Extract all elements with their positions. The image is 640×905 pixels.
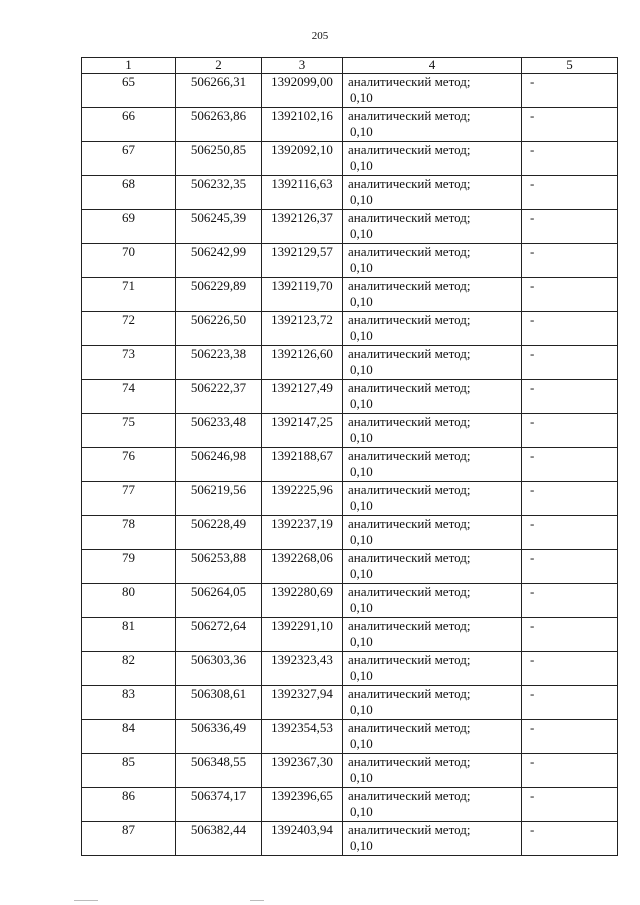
method-text: аналитический метод; [348, 142, 471, 157]
coordinate-x-cell: 506266,31 [176, 74, 262, 108]
accuracy-text: 0,10 [350, 226, 373, 241]
coordinate-y-cell: 1392116,63 [262, 176, 343, 210]
point-number-cell: 67 [82, 142, 176, 176]
method-cell [343, 720, 522, 754]
accuracy-text: 0,10 [350, 838, 373, 853]
accuracy-text: 0,10 [350, 124, 373, 139]
note-cell: - [522, 652, 618, 686]
method-cell [343, 414, 522, 448]
note-cell: - [522, 278, 618, 312]
point-number-cell: 81 [82, 618, 176, 652]
coordinate-x-cell: 506229,89 [176, 278, 262, 312]
point-number-cell: 71 [82, 278, 176, 312]
table-row [82, 584, 618, 618]
note-cell: - [522, 584, 618, 618]
method-text: аналитический метод; [348, 482, 471, 497]
table-row [82, 618, 618, 652]
coordinate-x-cell: 506223,38 [176, 346, 262, 380]
method-text: аналитический метод; [348, 244, 471, 259]
point-number-cell: 69 [82, 210, 176, 244]
method-cell [343, 176, 522, 210]
accuracy-text: 0,10 [350, 770, 373, 785]
method-cell [343, 380, 522, 414]
coordinate-x-cell: 506303,36 [176, 652, 262, 686]
method-cell [343, 822, 522, 856]
accuracy-text: 0,10 [350, 430, 373, 445]
coordinate-x-cell: 506222,37 [176, 380, 262, 414]
accuracy-text: 0,10 [350, 702, 373, 717]
accuracy-text: 0,10 [350, 464, 373, 479]
method-text: аналитический метод; [348, 414, 471, 429]
point-number-cell: 75 [82, 414, 176, 448]
method-text: аналитический метод; [348, 346, 471, 361]
method-text: аналитический метод; [348, 176, 471, 191]
method-text: аналитический метод; [348, 584, 471, 599]
table-row [82, 278, 618, 312]
method-text: аналитический метод; [348, 108, 471, 123]
method-cell [343, 142, 522, 176]
note-cell: - [522, 788, 618, 822]
accuracy-text: 0,10 [350, 294, 373, 309]
point-number-cell: 82 [82, 652, 176, 686]
method-cell [343, 482, 522, 516]
accuracy-text: 0,10 [350, 668, 373, 683]
column-header-5: 5 [522, 58, 618, 74]
note-cell: - [522, 720, 618, 754]
accuracy-text: 0,10 [350, 736, 373, 751]
note-cell: - [522, 414, 618, 448]
note-cell: - [522, 210, 618, 244]
accuracy-text: 0,10 [350, 90, 373, 105]
method-cell [343, 788, 522, 822]
method-cell [343, 278, 522, 312]
note-cell: - [522, 176, 618, 210]
coordinate-x-cell: 506272,64 [176, 618, 262, 652]
note-cell: - [522, 550, 618, 584]
table-row [82, 550, 618, 584]
table-row [82, 516, 618, 550]
method-text: аналитический метод; [348, 686, 471, 701]
coordinate-y-cell: 1392147,25 [262, 414, 343, 448]
method-cell [343, 74, 522, 108]
footer-scan-marks [0, 896, 640, 905]
method-cell [343, 618, 522, 652]
table-row [82, 482, 618, 516]
coordinate-x-cell: 506226,50 [176, 312, 262, 346]
coordinate-y-cell: 1392099,00 [262, 74, 343, 108]
note-cell: - [522, 822, 618, 856]
column-header-1: 1 [82, 58, 176, 74]
accuracy-text: 0,10 [350, 600, 373, 615]
accuracy-text: 0,10 [350, 328, 373, 343]
method-cell [343, 686, 522, 720]
method-text: аналитический метод; [348, 278, 471, 293]
point-number-cell: 84 [82, 720, 176, 754]
accuracy-text: 0,10 [350, 634, 373, 649]
method-text: аналитический метод; [348, 380, 471, 395]
coordinate-y-cell: 1392323,43 [262, 652, 343, 686]
coordinate-x-cell: 506348,55 [176, 754, 262, 788]
method-cell [343, 312, 522, 346]
method-text: аналитический метод; [348, 74, 471, 89]
header-row [82, 58, 618, 74]
coordinate-y-cell: 1392280,69 [262, 584, 343, 618]
method-cell [343, 652, 522, 686]
table-row [82, 652, 618, 686]
coordinate-x-cell: 506250,85 [176, 142, 262, 176]
method-cell [343, 550, 522, 584]
note-cell: - [522, 346, 618, 380]
note-cell: - [522, 142, 618, 176]
table-row [82, 210, 618, 244]
column-header-4: 4 [343, 58, 522, 74]
coordinate-x-cell: 506228,49 [176, 516, 262, 550]
point-number-cell: 68 [82, 176, 176, 210]
method-cell [343, 448, 522, 482]
coordinate-y-cell: 1392126,37 [262, 210, 343, 244]
point-number-cell: 77 [82, 482, 176, 516]
point-number-cell: 70 [82, 244, 176, 278]
point-number-cell: 80 [82, 584, 176, 618]
coordinate-x-cell: 506374,17 [176, 788, 262, 822]
coordinate-x-cell: 506219,56 [176, 482, 262, 516]
accuracy-text: 0,10 [350, 396, 373, 411]
point-number-cell: 73 [82, 346, 176, 380]
coordinate-x-cell: 506308,61 [176, 686, 262, 720]
table-row [82, 176, 618, 210]
accuracy-text: 0,10 [350, 566, 373, 581]
method-text: аналитический метод; [348, 720, 471, 735]
coordinate-y-cell: 1392225,96 [262, 482, 343, 516]
note-cell: - [522, 108, 618, 142]
method-text: аналитический метод; [348, 618, 471, 633]
accuracy-text: 0,10 [350, 498, 373, 513]
coordinate-x-cell: 506336,49 [176, 720, 262, 754]
method-cell [343, 244, 522, 278]
method-text: аналитический метод; [348, 516, 471, 531]
table-body [82, 74, 618, 856]
coordinate-y-cell: 1392291,10 [262, 618, 343, 652]
point-number-cell: 85 [82, 754, 176, 788]
table-header [82, 58, 618, 74]
note-cell: - [522, 482, 618, 516]
note-cell: - [522, 754, 618, 788]
coordinate-y-cell: 1392403,94 [262, 822, 343, 856]
point-number-cell: 78 [82, 516, 176, 550]
point-number-cell: 87 [82, 822, 176, 856]
coordinate-x-cell: 506232,35 [176, 176, 262, 210]
coordinate-y-cell: 1392102,16 [262, 108, 343, 142]
method-text: аналитический метод; [348, 312, 471, 327]
method-text: аналитический метод; [348, 550, 471, 565]
point-number-cell: 74 [82, 380, 176, 414]
note-cell: - [522, 380, 618, 414]
coordinate-x-cell: 506264,05 [176, 584, 262, 618]
column-header-3: 3 [262, 58, 343, 74]
coordinate-y-cell: 1392092,10 [262, 142, 343, 176]
table-row [82, 822, 618, 856]
point-number-cell: 66 [82, 108, 176, 142]
coordinates-table [81, 57, 618, 856]
accuracy-text: 0,10 [350, 192, 373, 207]
point-number-cell: 76 [82, 448, 176, 482]
note-cell: - [522, 618, 618, 652]
table-row [82, 754, 618, 788]
point-number-cell: 65 [82, 74, 176, 108]
coordinate-y-cell: 1392119,70 [262, 278, 343, 312]
accuracy-text: 0,10 [350, 804, 373, 819]
coordinate-x-cell: 506263,86 [176, 108, 262, 142]
table-row [82, 720, 618, 754]
coordinate-y-cell: 1392396,65 [262, 788, 343, 822]
accuracy-text: 0,10 [350, 158, 373, 173]
point-number-cell: 72 [82, 312, 176, 346]
table-row [82, 448, 618, 482]
table-row [82, 788, 618, 822]
accuracy-text: 0,10 [350, 362, 373, 377]
method-text: аналитический метод; [348, 822, 471, 837]
coordinate-y-cell: 1392126,60 [262, 346, 343, 380]
method-cell [343, 346, 522, 380]
coordinate-x-cell: 506382,44 [176, 822, 262, 856]
method-cell [343, 210, 522, 244]
method-text: аналитический метод; [348, 754, 471, 769]
coordinate-x-cell: 506233,48 [176, 414, 262, 448]
coordinate-y-cell: 1392354,53 [262, 720, 343, 754]
coordinate-x-cell: 506253,88 [176, 550, 262, 584]
coordinate-y-cell: 1392123,72 [262, 312, 343, 346]
note-cell: - [522, 312, 618, 346]
method-text: аналитический метод; [348, 210, 471, 225]
method-cell [343, 754, 522, 788]
coordinate-x-cell: 506245,39 [176, 210, 262, 244]
accuracy-text: 0,10 [350, 532, 373, 547]
accuracy-text: 0,10 [350, 260, 373, 275]
point-number-cell: 79 [82, 550, 176, 584]
method-cell [343, 108, 522, 142]
method-cell [343, 584, 522, 618]
coordinate-y-cell: 1392367,30 [262, 754, 343, 788]
note-cell: - [522, 516, 618, 550]
note-cell: - [522, 686, 618, 720]
coordinate-y-cell: 1392268,06 [262, 550, 343, 584]
table-row [82, 244, 618, 278]
coordinate-y-cell: 1392129,57 [262, 244, 343, 278]
point-number-cell: 83 [82, 686, 176, 720]
table-row [82, 74, 618, 108]
table-row [82, 312, 618, 346]
table-row [82, 346, 618, 380]
coordinate-y-cell: 1392127,49 [262, 380, 343, 414]
coordinate-y-cell: 1392327,94 [262, 686, 343, 720]
column-header-2: 2 [176, 58, 262, 74]
coordinate-x-cell: 506242,99 [176, 244, 262, 278]
table-row [82, 142, 618, 176]
page-number: 205 [311, 30, 329, 42]
point-number-cell: 86 [82, 788, 176, 822]
method-text: аналитический метод; [348, 448, 471, 463]
method-cell [343, 516, 522, 550]
table-row [82, 108, 618, 142]
note-cell: - [522, 74, 618, 108]
table-row [82, 414, 618, 448]
method-text: аналитический метод; [348, 652, 471, 667]
coordinate-x-cell: 506246,98 [176, 448, 262, 482]
note-cell: - [522, 244, 618, 278]
note-cell: - [522, 448, 618, 482]
coordinate-y-cell: 1392237,19 [262, 516, 343, 550]
method-text: аналитический метод; [348, 788, 471, 803]
table-row [82, 686, 618, 720]
table-row [82, 380, 618, 414]
coordinate-y-cell: 1392188,67 [262, 448, 343, 482]
